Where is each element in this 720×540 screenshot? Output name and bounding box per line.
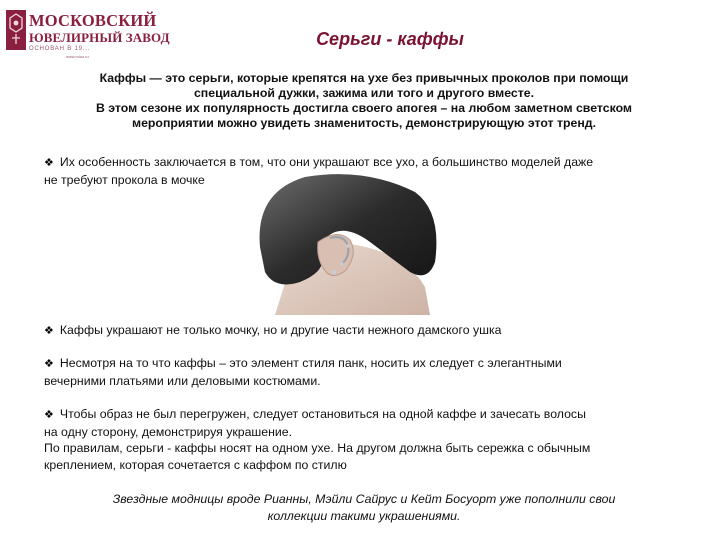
diamond-bullet-icon: ❖ — [44, 157, 54, 169]
diamond-bullet-icon: ❖ — [44, 325, 54, 337]
bullet-text: Их особенность заключается в том, что они украшают все ухо, а большинство моделей даже — [59, 155, 594, 169]
intro-paragraph — [44, 71, 684, 131]
ear-cuff-photo — [230, 172, 445, 315]
bullet-text: Каффы украшают не только мочку, но и другие части нежного дамского ушка — [59, 323, 502, 337]
cuff-stone — [332, 270, 336, 274]
cuff-stone — [346, 244, 350, 248]
rule-text: По правилам, серьги - каффы носят на одном ухе. На другом должна быть сережка с обычным — [44, 441, 591, 455]
intro-line: В этом сезоне их популярность достигла своего апогея – на любом заметном светском — [95, 101, 633, 115]
slide-title: Серьги - каффы — [316, 29, 464, 49]
closing-note — [44, 491, 684, 525]
closing-line: Звездные модницы вроде Рианны, Мэйли Сайрус и Кейт Босуорт уже пополнили свои — [112, 492, 616, 506]
bullet-text: не требуют прокола в мочке — [44, 172, 205, 187]
logo-emblem-icon — [6, 10, 26, 50]
closing-line: коллекции такими украшениями. — [267, 509, 461, 523]
rule-text: креплением, которая сочетается с каффом по стилю — [44, 457, 347, 472]
bullet-text: вечерними платьями или деловыми костюмами. — [44, 373, 321, 388]
diamond-bullet-icon: ❖ — [44, 358, 54, 370]
logo-line-1: МОСКОВСКИЙ — [29, 11, 157, 30]
bullet-text: Чтобы образ не был перегружен, следует остановиться на одной каффе и зачесать волосы — [59, 407, 586, 421]
bullet-item — [44, 355, 684, 389]
diamond-bullet-icon: ❖ — [44, 409, 54, 421]
intro-line: специальной дужки, зажима или того и другого вместе. — [193, 86, 535, 100]
logo-line-3: ОСНОВАН В 19... — [29, 46, 91, 52]
bullet-item — [44, 322, 684, 340]
company-logo — [6, 8, 170, 59]
intro-line: мероприятии можно увидеть знаменитость, демонстрирующую этот тренд. — [131, 116, 596, 130]
bullet-item — [44, 406, 684, 473]
logo-line-4: www.miuz.ru — [66, 54, 89, 59]
bullet-text: Несмотря на то что каффы – это элемент стиля панк, носить их следует с элегантными — [59, 356, 562, 370]
cuff-stone — [340, 262, 344, 266]
logo-line-2: ЮВЕЛИРНЫЙ ЗАВОД — [29, 30, 170, 45]
bullet-text: на одну сторону, демонстрируя украшение. — [44, 424, 293, 439]
intro-line: Каффы — это серьги, которые крепятся на ухе без привычных проколов при помощи — [99, 71, 629, 85]
